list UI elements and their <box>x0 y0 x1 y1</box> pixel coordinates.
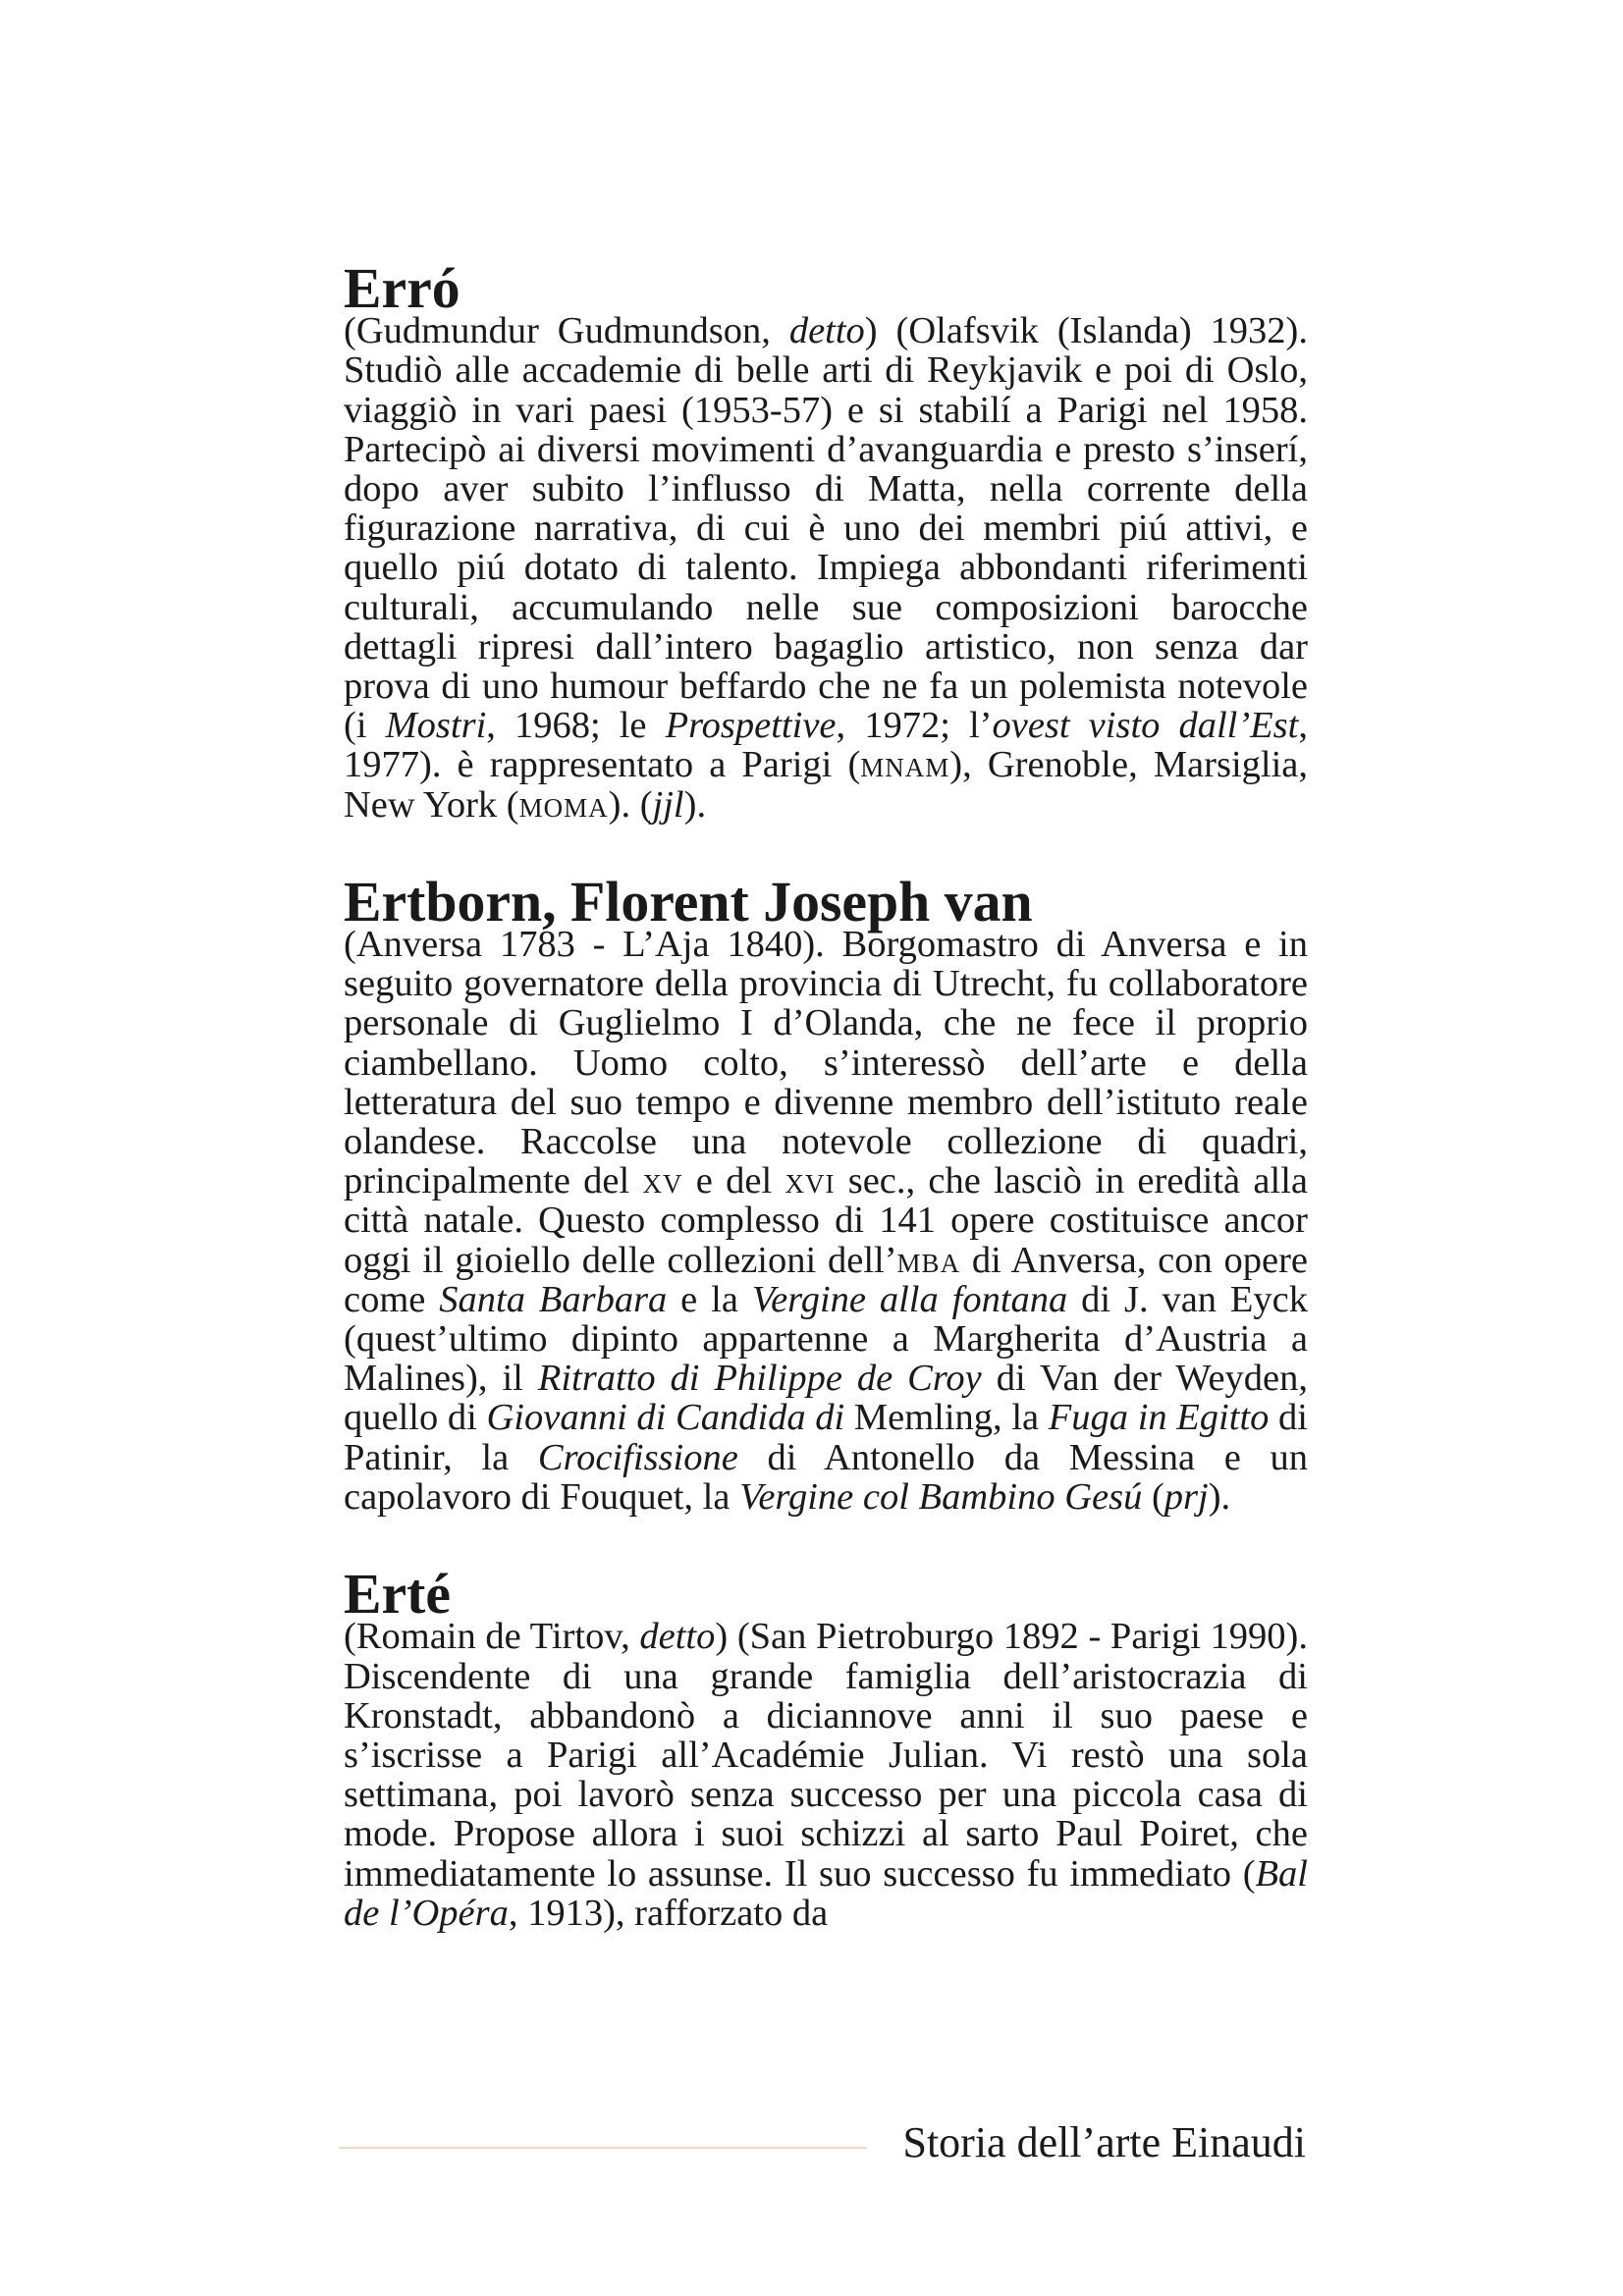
abbreviation: mnam <box>860 744 950 786</box>
italic-text: Bal de l’Opéra <box>344 1852 1308 1934</box>
text-run: (Romain de Tirtov, <box>344 1616 640 1658</box>
text-run: ). ( <box>608 783 653 826</box>
entry-erte <box>344 1564 1308 1934</box>
italic-text: prj <box>1163 1475 1209 1518</box>
page-footer <box>339 2115 1306 2174</box>
italic-text: Vergine alla fontana <box>751 1278 1068 1320</box>
text-run: ). <box>1208 1475 1231 1518</box>
text-run: e del <box>682 1160 785 1202</box>
text-run: di Anversa, con opere come <box>344 1239 1308 1320</box>
text-run: , 1977). è rappresentato a Parigi ( <box>344 705 1308 786</box>
text-run: ), Grenoble, Marsiglia, New York ( <box>344 744 1308 826</box>
text-run: sec., che lasciò in eredità alla città natale. Questo complesso di 141 opere costituisce ancor oggi il gioiello delle collezioni dell’ <box>344 1160 1308 1281</box>
text-run: ). <box>683 783 707 826</box>
italic-text: Prospettive <box>665 705 837 747</box>
entry-title: Ertborn, Florent Joseph van <box>344 871 1033 934</box>
text-run: , 1913), rafforzato da <box>508 1892 829 1934</box>
footer-rule <box>339 2147 867 2149</box>
abbreviation: moma <box>518 783 609 826</box>
text-run: ( <box>1142 1475 1164 1518</box>
entry-body <box>344 925 1308 1517</box>
italic-text: detto <box>639 1616 716 1658</box>
italic-text: Vergine col Bambino Gesú <box>739 1475 1143 1518</box>
text-run: , 1968; le <box>486 705 666 747</box>
italic-text: jjl <box>652 783 684 826</box>
footer-publisher: Storia dell’arte Einaudi <box>902 2118 1306 2166</box>
text-run: , 1972; l’ <box>836 705 993 747</box>
text-run: di Antonello da Messina e un capolavoro di Fouquet, la <box>344 1436 1308 1518</box>
text-run: Memling, la <box>844 1397 1049 1439</box>
text-run: di J. van Eyck (quest’ultimo dipinto appartenne a Margherita d’Austria a Malines), il <box>344 1278 1309 1400</box>
italic-text: Ritratto di Philippe de Croy <box>537 1358 982 1400</box>
italic-text: Crocifissione <box>537 1436 738 1478</box>
entry-body <box>344 1617 1308 1933</box>
italic-text: Santa Barbara <box>439 1278 668 1320</box>
italic-text: ovest visto dall’Est <box>992 705 1299 747</box>
italic-text: Mostri <box>385 705 487 747</box>
text-run: di Van der Weyden, quello di <box>344 1358 1308 1439</box>
text-run: ) (San Pietroburgo 1892 - Parigi 1990). Discendente di una grande famiglia dell’aristocrazia di Kronstadt, abbandonò a diciannove anni il suo paese e s’iscrisse a Parigi all’Académie Julian. Vi restò una sola settimana, poi lavorò senza successo per una piccola casa di mode. Propose allora i suoi schizzi al sarto Paul Poiret, che immediatamente lo assunse. Il suo successo fu immediato ( <box>344 1616 1308 1895</box>
text-run: e la <box>667 1278 752 1320</box>
text-run: (Anversa 1783 - L’Aja 1840). Borgomastro di Anversa e in seguito governatore della provincia di Utrecht, fu collaboratore personale di Guglielmo I d’Olanda, che ne fece il proprio ciambellano. Uomo colto, s’interessò dell’arte e della letteratura del suo tempo e divenne membro dell’istituto reale olandese. Raccolse una notevole collezione di quadri, principalmente del <box>344 924 1308 1202</box>
abbreviation: mba <box>896 1239 961 1281</box>
entry-ertborn <box>344 871 1309 1518</box>
entry-title: Erró <box>344 258 460 320</box>
text-run: (Gudmundur Gudmundson, <box>344 310 789 352</box>
page-content <box>344 258 1309 1992</box>
italic-text: Giovanni di Candida di <box>486 1397 845 1439</box>
entry-title: Erté <box>344 1564 452 1627</box>
abbreviation: xv <box>642 1160 683 1202</box>
italic-text: detto <box>788 310 865 352</box>
abbreviation: xvi <box>784 1160 836 1202</box>
text-run: ) (Olafsvik (Islanda) 1932). Studiò alle accademie di belle arti di Reykjavik e poi di Oslo, viaggiò in vari paesi (1953-57) e si stabilí a Parigi nel 1958. Partecipò ai diversi movimenti d’avanguardia e presto s’inserí, dopo aver subito l’influsso di Matta, nella corrente della figurazione narrativa, di cui è uno dei membri piú attivi, e quello piú dotato di talento. Impiega abbondanti riferimenti culturali, accumulando nelle sue composizioni barocche dettagli ripresi dall’intero bagaglio artistico, non senza dar prova di uno humour beffardo che ne fa un polemista notevole (i <box>344 310 1308 747</box>
italic-text: Fuga in Egitto <box>1048 1397 1270 1439</box>
entry-body <box>344 311 1308 825</box>
text-run: di Patinir, la <box>344 1397 1309 1478</box>
entry-erro <box>344 258 1308 826</box>
